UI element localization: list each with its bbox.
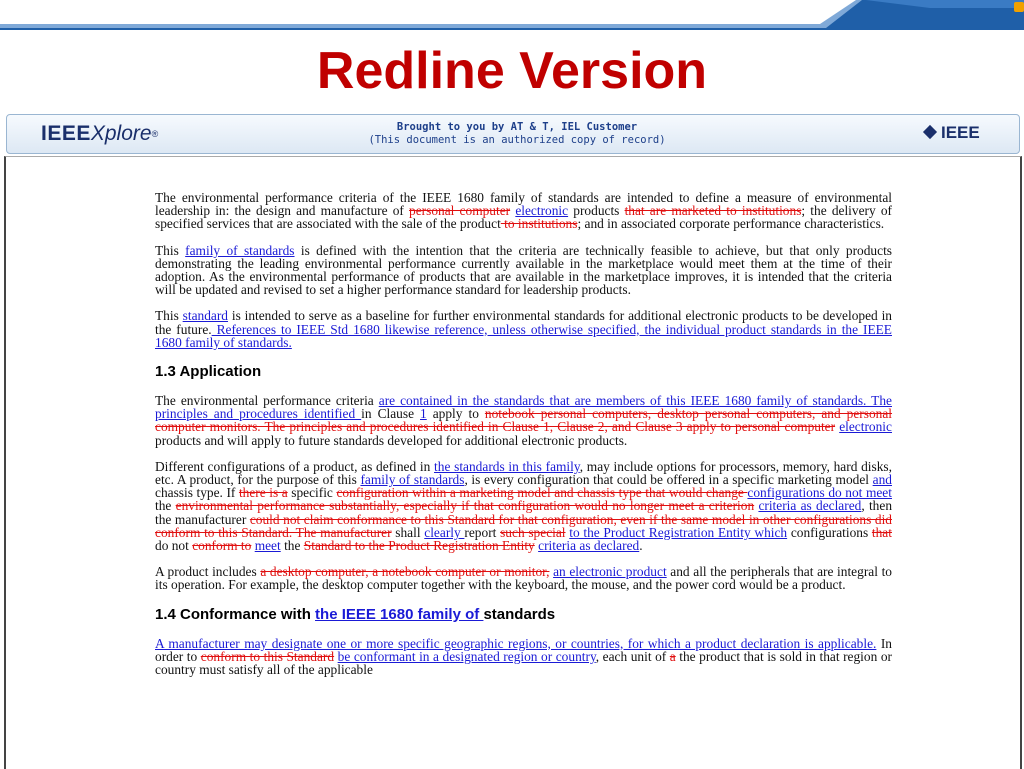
text-run: chassis type. If — [155, 485, 239, 501]
text-run: , then the manufacturer — [155, 498, 893, 527]
deleted-text: such special — [500, 524, 566, 540]
document-view — [4, 156, 1022, 769]
inserted-text: family of standards — [360, 472, 465, 488]
inserted-text: the IEEE 1680 family of — [315, 605, 484, 623]
deleted-text: a — [669, 648, 676, 664]
ieee-diamond-icon — [923, 125, 937, 139]
text-run: , is every configuration that could be offered in a specific marketing model — [464, 472, 873, 488]
inserted-text: configurations do not meet — [747, 485, 892, 501]
text-run: This — [155, 308, 183, 324]
text-run: in Clause — [361, 406, 421, 422]
inserted-text: be conformant in a designated region or country — [337, 648, 596, 664]
text-run: . — [639, 538, 643, 554]
paragraph-product-includes — [155, 565, 892, 591]
top-accent-bar — [0, 0, 1024, 30]
text-run: the — [280, 538, 304, 554]
text-run: do not — [155, 538, 193, 554]
text-run: the product that is sold in that region or country must satisfy all of the applicable — [155, 648, 892, 678]
paragraph-configurations — [155, 460, 892, 552]
text-run: apply to — [426, 406, 485, 422]
section-heading-application: 1.3 Application — [155, 363, 262, 381]
text-run: The environmental performance criteria — [155, 393, 379, 409]
text-run: ; the delivery of specified services that are associated with the sale of the product — [155, 203, 893, 232]
text-run: the — [155, 498, 176, 514]
text-run: In order to — [155, 635, 892, 664]
text-run: is defined with the intention that the criteria are technically feasible to achieve, but that only products demonstrating the leading environmental performance currently available in the marketplace would meet them at the time of their adoption. As the environmental performance of products that are available in the marketplace improves, it is intended that the criteria will be updated and revised to set a higher performance standard for leadership products. — [155, 242, 892, 298]
slide-title: Redline Version — [316, 42, 708, 100]
text-run: configurations — [787, 524, 872, 540]
text-run: , may include options for processors, memory, hard disks, etc. A product, for the purpose of this — [155, 458, 892, 488]
logo-xplore-text: Xplore — [90, 122, 152, 145]
paragraph-baseline — [155, 309, 892, 349]
deleted-text: conform to this Standard — [200, 648, 335, 664]
deleted-text: there is a — [238, 485, 288, 501]
text-run: ; and in associated corporate performance characteristics. — [577, 216, 885, 232]
deleted-text: configuration within a marketing model and chassis type that would change — [336, 485, 748, 501]
text-run: This — [155, 242, 186, 258]
section-heading-conformance — [155, 606, 892, 624]
inserted-text: and — [872, 472, 892, 488]
access-notice-line1: Brought to you by AT & T, IEL Customer — [396, 121, 638, 133]
text-run: is intended to serve as a baseline for further environmental standards for additional electronic products to be developed in the future. — [155, 308, 892, 337]
inserted-text: 1 — [420, 406, 427, 422]
text-run: products — [568, 203, 625, 219]
text-run: , each unit of — [595, 648, 670, 664]
text-run: A product includes — [155, 564, 261, 580]
text-run: shall — [391, 524, 425, 540]
inserted-text: are contained in the standards that are members of this IEEE 1680 family of standards. The principles and procedures identified — [155, 393, 892, 422]
deleted-text: could not claim conformance to this Standard for that configuration, even if the same model in other configurations did conform to this Standard. The manufacturer — [155, 511, 892, 540]
paragraph-scope — [155, 191, 892, 231]
inserted-text: family of standards — [185, 242, 295, 258]
inserted-text: an electronic product — [553, 564, 667, 580]
text-run: and all the peripherals that are integral to its operation. For example, the desktop computer together with the keyboard, the mouse, and the power cord would be a product. — [155, 564, 892, 593]
text-run: The environmental performance criteria of the IEEE 1680 family of standards are intended to define a measure of environmental leadership in: the design and manufacture of — [155, 190, 892, 219]
inserted-text: criteria as declared — [758, 498, 862, 514]
inserted-text: the standards in this family — [434, 458, 580, 474]
inserted-text: electronic — [515, 203, 569, 219]
text-run: Different configurations of a product, as defined in — [155, 458, 435, 474]
deleted-text: Standard to the Product Registration Entity — [303, 538, 535, 554]
inserted-text: standard — [182, 308, 229, 324]
deleted-text: to institutions — [500, 216, 578, 232]
text-run: products and will apply to future standards developed for additional electronic products. — [155, 432, 628, 448]
text-run: report — [464, 524, 501, 540]
deleted-text: a desktop computer, a notebook computer or monitor, — [260, 564, 550, 580]
heading-text: standards — [483, 605, 556, 623]
paragraph-application — [155, 394, 892, 447]
logo-ieee-text: IEEE — [41, 122, 91, 145]
deleted-text: conform to — [192, 538, 252, 554]
deleted-text: environmental performance substantially, especially if that configuration would no longer meet a criterion — [175, 498, 755, 514]
deleted-text: notebook personal computers, desktop personal computers, and personal computer monitors. The principles and procedures identified in Clause 1, Clause 2, and Clause 3 apply to personal computer — [155, 406, 893, 435]
paragraph-conformance — [155, 637, 892, 677]
ieee-xplore-banner — [6, 114, 1020, 154]
inserted-text: criteria as declared — [538, 538, 640, 554]
access-notice — [307, 121, 727, 147]
ieee-logo — [925, 123, 980, 143]
corner-badge-icon — [1014, 2, 1024, 12]
ieee-xplore-logo — [41, 121, 158, 147]
document-body — [155, 191, 892, 689]
deleted-text: personal computer — [409, 203, 511, 219]
access-notice-line2: (This document is an authorized copy of record) — [368, 134, 666, 146]
inserted-text: electronic — [839, 419, 892, 435]
ieee-logo-text: IEEE — [941, 123, 980, 142]
text-run: specific — [287, 485, 337, 501]
paragraph-intention — [155, 244, 892, 297]
inserted-text: clearly — [424, 524, 465, 540]
deleted-text: that — [871, 524, 892, 540]
deleted-text: that are marketed to institutions — [624, 203, 802, 219]
inserted-text: to the Product Registration Entity which — [569, 524, 788, 540]
inserted-text: A manufacturer may designate one or more specific geographic regions, or countries, for which a product declaration is applicable. — [155, 635, 877, 651]
logo-reg-mark: ® — [151, 129, 159, 139]
heading-text: 1.4 Conformance with — [155, 605, 316, 623]
inserted-text: References to IEEE Std 1680 likewise reference, unless otherwise specified, the individual product standards in the IEEE 1680 family of standards. — [155, 321, 892, 350]
inserted-text: meet — [254, 538, 281, 554]
